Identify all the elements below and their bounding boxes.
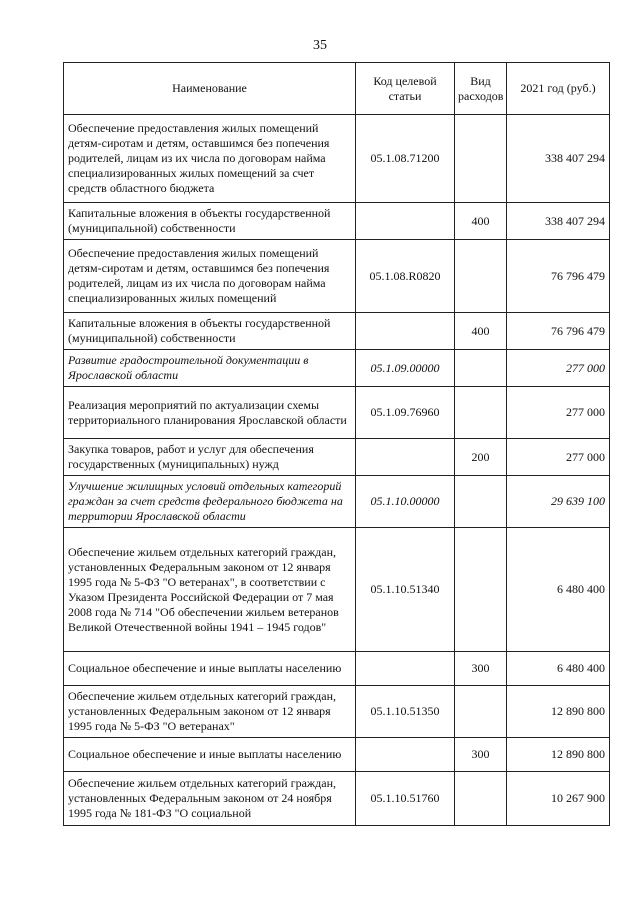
row-code-cell: 05.1.09.76960 (356, 387, 455, 439)
row-amount-cell: 277 000 (507, 387, 610, 439)
row-code-cell: 05.1.10.00000 (356, 476, 455, 528)
row-amount-cell: 29 639 100 (507, 476, 610, 528)
row-name-cell: Капитальные вложения в объекты государственной (муниципальной) собственности (64, 313, 356, 350)
row-name-cell: Обеспечение жильем отдельных категорий граждан, установленных Федеральным законом от 24 ноября 1995 года № 181-ФЗ "О социальной (64, 772, 356, 826)
row-code-cell (356, 652, 455, 686)
table-row (64, 652, 610, 686)
row-amount-cell: 76 796 479 (507, 240, 610, 313)
row-name-cell: Обеспечение предоставления жилых помещений детям-сиротам и детям, оставшимся без попечения родителей, лицам из их числа по договорам найма специализированных жилых помещений (64, 240, 356, 313)
row-amount-cell: 6 480 400 (507, 528, 610, 652)
table-row (64, 240, 610, 313)
row-amount-cell: 10 267 900 (507, 772, 610, 826)
row-name-cell: Обеспечение жильем отдельных категорий граждан, установленных Федеральным законом от 12 января 1995 года № 5-ФЗ "О ветеранах" (64, 686, 356, 738)
table-row (64, 738, 610, 772)
table-row (64, 686, 610, 738)
row-kind-cell (455, 528, 507, 652)
table-header-row (64, 63, 610, 115)
row-kind-cell: 400 (455, 313, 507, 350)
row-name-cell: Обеспечение предоставления жилых помещений детям-сиротам и детям, оставшимся без попечения родителей, лицам из их числа по договорам найма специализированных жилых помещений за счет средств областного бюджета (64, 115, 356, 203)
row-name-cell: Обеспечение жильем отдельных категорий граждан, установленных Федеральным законом от 12 января 1995 года № 5-ФЗ "О ветеранах", в соответствии с Указом Президента Российской Федерации от 7 мая 2008 года № 714 "Об обеспечении жильем ветеранов Великой Отечественной войны 1941 – 1945 годов" (64, 528, 356, 652)
table-row (64, 387, 610, 439)
header-name: Наименование (64, 63, 356, 115)
page-number: 35 (313, 38, 327, 53)
header-kind: Вид расходов (455, 63, 507, 115)
row-code-cell: 05.1.08.R0820 (356, 240, 455, 313)
table-body (64, 115, 610, 826)
row-name-cell: Закупка товаров, работ и услуг для обеспечения государственных (муниципальных) нужд (64, 439, 356, 476)
table-row (64, 528, 610, 652)
row-kind-cell (455, 350, 507, 387)
row-amount-cell: 12 890 800 (507, 738, 610, 772)
row-amount-cell: 76 796 479 (507, 313, 610, 350)
header-code: Код целевой статьи (356, 63, 455, 115)
table-row (64, 313, 610, 350)
table-row (64, 476, 610, 528)
row-name-cell: Социальное обеспечение и иные выплаты населению (64, 652, 356, 686)
row-code-cell (356, 313, 455, 350)
row-code-cell (356, 738, 455, 772)
row-amount-cell: 6 480 400 (507, 652, 610, 686)
row-amount-cell: 277 000 (507, 350, 610, 387)
row-name-cell: Развитие градостроительной документации в Ярославской области (64, 350, 356, 387)
table-row (64, 203, 610, 240)
row-code-cell: 05.1.08.71200 (356, 115, 455, 203)
row-kind-cell: 300 (455, 738, 507, 772)
table-row (64, 439, 610, 476)
table-row (64, 350, 610, 387)
row-name-cell: Улучшение жилищных условий отдельных категорий граждан за счет средств федерального бюджета на территории Ярославской области (64, 476, 356, 528)
row-kind-cell (455, 686, 507, 738)
row-kind-cell: 200 (455, 439, 507, 476)
row-kind-cell (455, 387, 507, 439)
row-kind-cell: 300 (455, 652, 507, 686)
table-row (64, 772, 610, 826)
row-code-cell: 05.1.09.00000 (356, 350, 455, 387)
row-kind-cell (455, 115, 507, 203)
row-code-cell (356, 203, 455, 240)
row-code-cell: 05.1.10.51760 (356, 772, 455, 826)
row-name-cell: Капитальные вложения в объекты государственной (муниципальной) собственности (64, 203, 356, 240)
row-kind-cell (455, 240, 507, 313)
row-kind-cell (455, 772, 507, 826)
row-kind-cell: 400 (455, 203, 507, 240)
row-code-cell: 05.1.10.51350 (356, 686, 455, 738)
budget-table (63, 62, 610, 826)
row-code-cell (356, 439, 455, 476)
header-amount: 2021 год (руб.) (507, 63, 610, 115)
row-name-cell: Социальное обеспечение и иные выплаты населению (64, 738, 356, 772)
row-amount-cell: 12 890 800 (507, 686, 610, 738)
table-row (64, 115, 610, 203)
row-amount-cell: 277 000 (507, 439, 610, 476)
row-amount-cell: 338 407 294 (507, 203, 610, 240)
row-code-cell: 05.1.10.51340 (356, 528, 455, 652)
row-name-cell: Реализация мероприятий по актуализации схемы территориального планирования Ярославской области (64, 387, 356, 439)
row-amount-cell: 338 407 294 (507, 115, 610, 203)
row-kind-cell (455, 476, 507, 528)
